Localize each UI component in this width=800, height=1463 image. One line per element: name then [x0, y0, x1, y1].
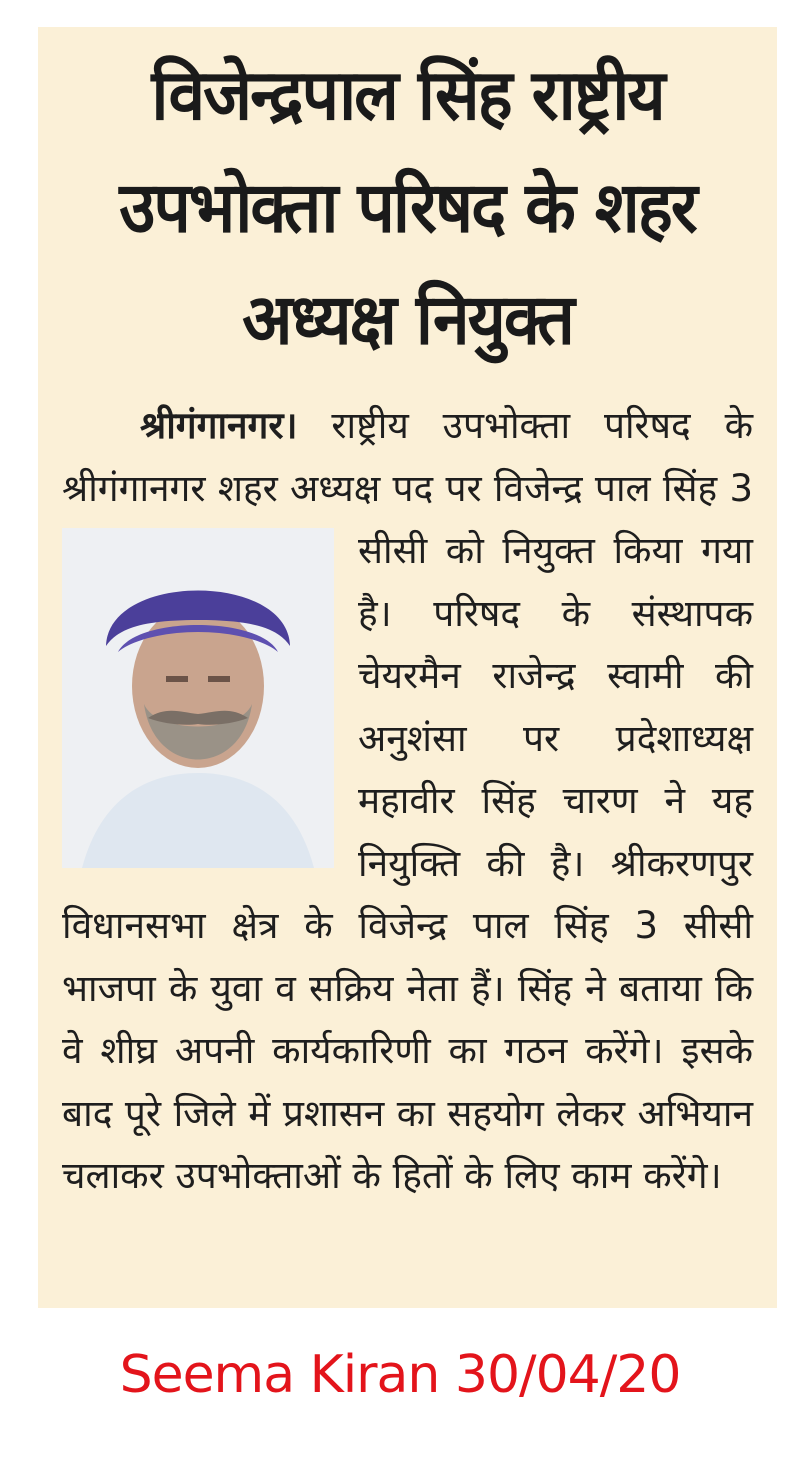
- article-body: [62, 395, 753, 1208]
- article-remaining-text: किया गया है। परिषद के संस्थापक चेयरमैन राजेन्द्र स्वामी की अनुशंसा पर प्रदेशाध्यक्ष महावीर सिंह चारण ने यह नियुक्ति की है। श्रीकरणपुर विधानसभा क्षेत्र के विजेन्द्र पाल सिंह 3 सीसी भाजपा के युवा व सक्रिय नेता हैं। सिंह ने बताया कि वे शीघ्र अपनी कार्यकारिणी का गठन करेंगे। इसके बाद पूरे जिले में प्रशासन का सहयोग लेकर अभियान चलाकर उपभोक्ताओं के हितों के लिए काम करेंगे।: [62, 529, 753, 1197]
- newspaper-clipping: [38, 27, 777, 1308]
- dateline: श्रीगंगानगर।: [140, 404, 298, 447]
- article-first-part: राष्ट्रीय उपभोक्ता परिषद के श्रीगंगानगर शहर अध्यक्ष पद पर विजेन्द्र पाल सिंह 3 सीसी को नियुक्त: [62, 404, 753, 572]
- portrait-photo: [62, 528, 334, 868]
- headline: विजेन्द्रपाल सिंह राष्ट्रीय उपभोक्ता परिषद के शहर अध्यक्ष नियुक्त: [119, 54, 696, 361]
- source-caption: Seema Kiran 30/04/20: [119, 1345, 681, 1405]
